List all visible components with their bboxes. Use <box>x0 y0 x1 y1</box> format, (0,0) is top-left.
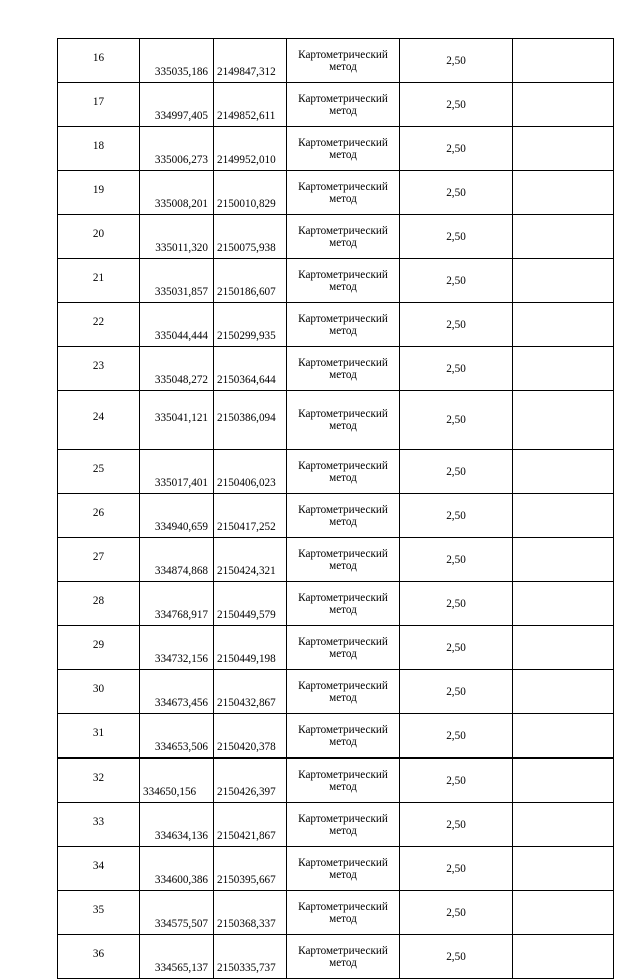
table-row <box>58 127 614 171</box>
coordinate-y: 2150386,094 <box>214 391 287 450</box>
table-row <box>58 450 614 494</box>
accuracy-value: 2,50 <box>400 215 513 259</box>
table-row <box>58 847 614 891</box>
point-number: 16 <box>58 39 140 83</box>
method-line2: метод <box>329 104 357 117</box>
extra-cell <box>513 303 614 347</box>
method-line1: Картометрический <box>298 591 388 604</box>
method-line2: метод <box>329 280 357 293</box>
table-row <box>58 891 614 935</box>
point-number: 17 <box>58 83 140 127</box>
method-line1: Картометрический <box>298 679 388 692</box>
coordinate-y: 2150364,644 <box>214 347 287 391</box>
table-row <box>58 494 614 538</box>
coordinate-y: 2150335,737 <box>214 935 287 979</box>
method-cell <box>287 494 400 538</box>
extra-cell <box>513 127 614 171</box>
extra-cell <box>513 582 614 626</box>
coordinate-x: 334653,506 <box>140 714 214 759</box>
point-number: 31 <box>58 714 140 759</box>
coordinate-y: 2150395,667 <box>214 847 287 891</box>
method-line1: Картометрический <box>298 48 388 61</box>
accuracy-value: 2,50 <box>400 758 513 803</box>
coordinate-y: 2150432,867 <box>214 670 287 714</box>
method-line1: Картометрический <box>298 268 388 281</box>
coordinate-x: 334575,507 <box>140 891 214 935</box>
coordinate-y: 2150368,337 <box>214 891 287 935</box>
coordinate-y: 2150424,321 <box>214 538 287 582</box>
coordinate-x: 334600,386 <box>140 847 214 891</box>
method-cell <box>287 83 400 127</box>
method-line1: Картометрический <box>298 136 388 149</box>
coordinate-y: 2150299,935 <box>214 303 287 347</box>
method-cell <box>287 758 400 803</box>
table-row <box>58 303 614 347</box>
table-row <box>58 626 614 670</box>
table-row <box>58 215 614 259</box>
method-cell <box>287 582 400 626</box>
accuracy-value: 2,50 <box>400 171 513 215</box>
accuracy-value: 2,50 <box>400 935 513 979</box>
extra-cell <box>513 935 614 979</box>
accuracy-value: 2,50 <box>400 803 513 847</box>
coordinate-x: 334634,136 <box>140 803 214 847</box>
method-line1: Картометрический <box>298 768 388 781</box>
table-row <box>58 582 614 626</box>
table-row <box>58 538 614 582</box>
method-cell <box>287 670 400 714</box>
point-number: 28 <box>58 582 140 626</box>
point-number: 23 <box>58 347 140 391</box>
table-row <box>58 758 614 803</box>
table-row <box>58 83 614 127</box>
extra-cell <box>513 670 614 714</box>
point-number: 19 <box>58 171 140 215</box>
coordinate-y: 2150420,378 <box>214 714 287 759</box>
coordinate-x: 334565,137 <box>140 935 214 979</box>
extra-cell <box>513 538 614 582</box>
coordinate-x: 335041,121 <box>140 391 214 450</box>
coordinate-y: 2149852,611 <box>214 83 287 127</box>
coordinate-x: 334732,156 <box>140 626 214 670</box>
coordinate-x: 335006,273 <box>140 127 214 171</box>
point-number: 20 <box>58 215 140 259</box>
coordinate-y: 2150010,829 <box>214 171 287 215</box>
coordinate-y: 2150449,198 <box>214 626 287 670</box>
accuracy-value: 2,50 <box>400 450 513 494</box>
accuracy-value: 2,50 <box>400 847 513 891</box>
point-number: 33 <box>58 803 140 847</box>
accuracy-value: 2,50 <box>400 259 513 303</box>
accuracy-value: 2,50 <box>400 39 513 83</box>
extra-cell <box>513 391 614 450</box>
method-line2: метод <box>329 912 357 925</box>
table-row <box>58 935 614 979</box>
method-line2: метод <box>329 420 357 432</box>
method-line2: метод <box>329 780 357 793</box>
extra-cell <box>513 626 614 670</box>
method-line1: Картометрический <box>298 224 388 237</box>
method-line1: Картометрический <box>298 459 388 472</box>
extra-cell <box>513 347 614 391</box>
method-cell <box>287 538 400 582</box>
method-line2: метод <box>329 148 357 161</box>
accuracy-value: 2,50 <box>400 347 513 391</box>
table-row <box>58 259 614 303</box>
method-line2: метод <box>329 603 357 616</box>
coordinate-y: 2150421,867 <box>214 803 287 847</box>
method-line1: Картометрический <box>298 723 388 736</box>
method-line2: метод <box>329 559 357 572</box>
coordinate-x: 334768,917 <box>140 582 214 626</box>
coordinate-y: 2150406,023 <box>214 450 287 494</box>
extra-cell <box>513 494 614 538</box>
extra-cell <box>513 891 614 935</box>
accuracy-value: 2,50 <box>400 391 513 450</box>
method-cell <box>287 803 400 847</box>
extra-cell <box>513 215 614 259</box>
method-cell <box>287 847 400 891</box>
method-line2: метод <box>329 735 357 748</box>
point-number: 18 <box>58 127 140 171</box>
point-number: 34 <box>58 847 140 891</box>
method-line2: метод <box>329 691 357 704</box>
coordinate-y: 2150186,607 <box>214 259 287 303</box>
table-row <box>58 347 614 391</box>
coordinate-x: 335008,201 <box>140 171 214 215</box>
extra-cell <box>513 171 614 215</box>
table-row <box>58 39 614 83</box>
method-cell <box>287 259 400 303</box>
coordinate-x: 335017,401 <box>140 450 214 494</box>
method-line1: Картометрический <box>298 944 388 957</box>
method-cell <box>287 714 400 759</box>
point-number: 26 <box>58 494 140 538</box>
method-cell <box>287 39 400 83</box>
method-line1: Картометрический <box>298 312 388 325</box>
method-cell <box>287 347 400 391</box>
coordinate-y: 2149952,010 <box>214 127 287 171</box>
method-cell <box>287 215 400 259</box>
point-number: 36 <box>58 935 140 979</box>
coordinate-y: 2150417,252 <box>214 494 287 538</box>
method-cell <box>287 626 400 670</box>
method-cell <box>287 450 400 494</box>
coordinate-x: 334874,868 <box>140 538 214 582</box>
method-line2: метод <box>329 515 357 528</box>
point-number: 27 <box>58 538 140 582</box>
coordinate-y: 2149847,312 <box>214 39 287 83</box>
coordinate-y: 2150075,938 <box>214 215 287 259</box>
method-line2: метод <box>329 236 357 249</box>
method-line2: метод <box>329 368 357 381</box>
coordinate-x: 335031,857 <box>140 259 214 303</box>
coordinate-x: 334673,456 <box>140 670 214 714</box>
method-line2: метод <box>329 956 357 969</box>
table-row <box>58 670 614 714</box>
point-number: 29 <box>58 626 140 670</box>
extra-cell <box>513 758 614 803</box>
table-row <box>58 391 614 450</box>
coordinate-y: 2150449,579 <box>214 582 287 626</box>
point-number: 35 <box>58 891 140 935</box>
accuracy-value: 2,50 <box>400 714 513 759</box>
coordinates-table <box>57 38 614 979</box>
method-line1: Картометрический <box>298 408 388 420</box>
method-cell <box>287 391 400 450</box>
point-number: 25 <box>58 450 140 494</box>
accuracy-value: 2,50 <box>400 538 513 582</box>
extra-cell <box>513 847 614 891</box>
extra-cell <box>513 714 614 759</box>
accuracy-value: 2,50 <box>400 670 513 714</box>
method-line1: Картометрический <box>298 812 388 825</box>
method-cell <box>287 891 400 935</box>
accuracy-value: 2,50 <box>400 582 513 626</box>
method-line1: Картометрический <box>298 635 388 648</box>
coordinates-table-body <box>58 39 614 979</box>
table-row <box>58 803 614 847</box>
method-line1: Картометрический <box>298 503 388 516</box>
coordinate-x: 334650,156 <box>140 758 214 803</box>
accuracy-value: 2,50 <box>400 303 513 347</box>
point-number: 21 <box>58 259 140 303</box>
table-row <box>58 171 614 215</box>
method-cell <box>287 935 400 979</box>
method-line1: Картометрический <box>298 92 388 105</box>
method-line1: Картометрический <box>298 900 388 913</box>
method-line2: метод <box>329 60 357 73</box>
coordinate-x: 335011,320 <box>140 215 214 259</box>
coordinate-x: 334997,405 <box>140 83 214 127</box>
accuracy-value: 2,50 <box>400 494 513 538</box>
method-line1: Картометрический <box>298 356 388 369</box>
coordinate-x: 334940,659 <box>140 494 214 538</box>
coordinate-x: 335048,272 <box>140 347 214 391</box>
method-line2: метод <box>329 868 357 881</box>
method-line1: Картометрический <box>298 180 388 193</box>
method-line2: метод <box>329 192 357 205</box>
point-number: 22 <box>58 303 140 347</box>
point-number: 24 <box>58 391 140 450</box>
accuracy-value: 2,50 <box>400 626 513 670</box>
method-line1: Картометрический <box>298 856 388 869</box>
method-line2: метод <box>329 471 357 484</box>
method-cell <box>287 171 400 215</box>
extra-cell <box>513 83 614 127</box>
accuracy-value: 2,50 <box>400 83 513 127</box>
extra-cell <box>513 450 614 494</box>
coordinate-x: 335035,186 <box>140 39 214 83</box>
extra-cell <box>513 259 614 303</box>
accuracy-value: 2,50 <box>400 127 513 171</box>
method-line2: метод <box>329 324 357 337</box>
coordinate-x: 335044,444 <box>140 303 214 347</box>
point-number: 32 <box>58 758 140 803</box>
coordinate-y: 2150426,397 <box>214 758 287 803</box>
method-line1: Картометрический <box>298 547 388 560</box>
method-line2: метод <box>329 824 357 837</box>
extra-cell <box>513 803 614 847</box>
method-cell <box>287 303 400 347</box>
method-cell <box>287 127 400 171</box>
point-number: 30 <box>58 670 140 714</box>
method-line2: метод <box>329 647 357 660</box>
accuracy-value: 2,50 <box>400 891 513 935</box>
extra-cell <box>513 39 614 83</box>
table-row <box>58 714 614 759</box>
